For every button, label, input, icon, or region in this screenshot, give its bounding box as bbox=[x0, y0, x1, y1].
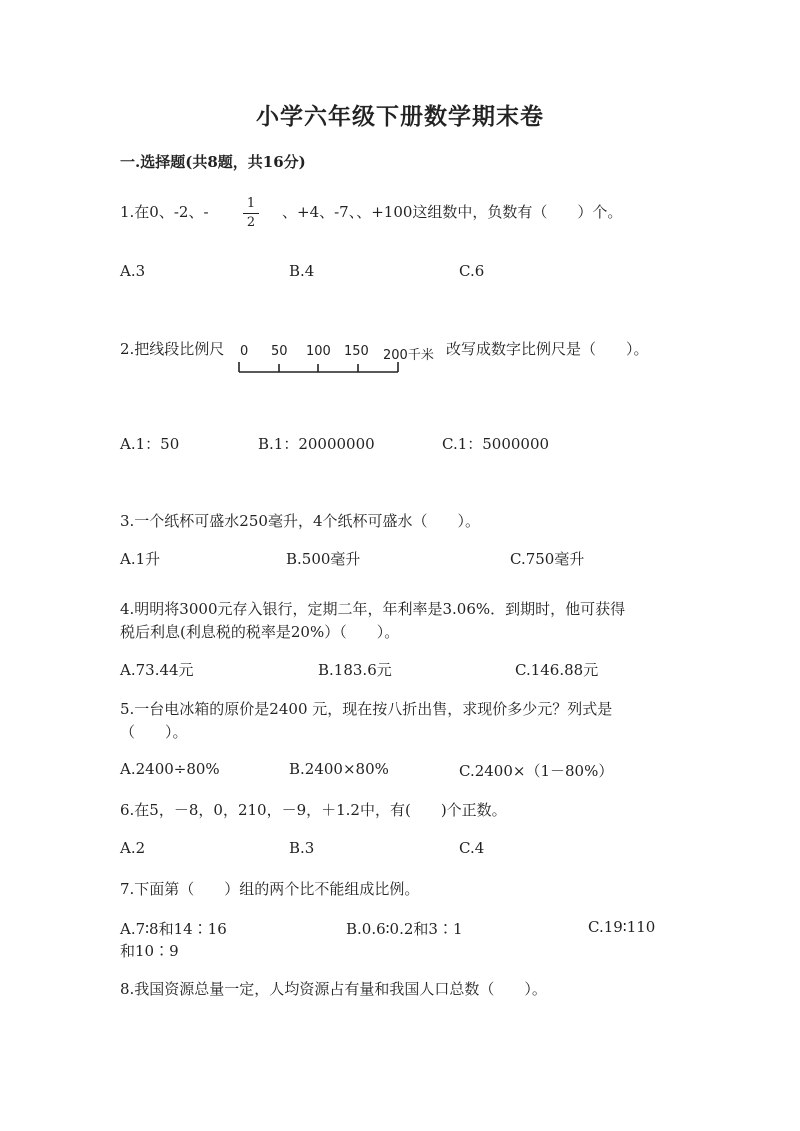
question-5-option-b: B.2400×80% bbox=[289, 760, 389, 778]
question-4-option-c: C.146.88元 bbox=[515, 661, 599, 679]
question-7-text: 7.下面第（ ）组的两个比不能组成比例。 bbox=[120, 880, 420, 898]
question-5-option-a: A.2400÷80% bbox=[120, 760, 220, 778]
question-7-option-b: B.0.6∶0.2和3∶1 bbox=[346, 920, 463, 938]
question-4-text-line2: 税后利息(利息税的税率是20%）（ ）。 bbox=[120, 623, 400, 641]
question-3-option-c: C.750毫升 bbox=[510, 550, 585, 568]
question-6-option-b: B.3 bbox=[289, 839, 315, 857]
question-4-text-line1: 4.明明将3000元存入银行，定期二年，年利率是3.06%．到期时，他可获得 bbox=[120, 600, 626, 618]
question-3-option-a: A.1升 bbox=[120, 550, 161, 568]
page-title: 小学六年级下册数学期末卷 bbox=[256, 103, 544, 130]
question-4-option-b: B.183.6元 bbox=[318, 661, 392, 679]
section-heading: 一.选择题(共8题，共16分) bbox=[120, 153, 306, 171]
question-1-text-after: 、+4、-7、、+100这组数中，负数有（ ）个。 bbox=[282, 203, 623, 221]
question-7-option-c-wrap: 和10∶9 bbox=[120, 942, 179, 960]
question-1-fraction bbox=[243, 196, 259, 231]
scale-bar-line bbox=[236, 360, 406, 376]
question-1-option-c: C.6 bbox=[459, 262, 485, 280]
scale-label: 0 bbox=[240, 344, 249, 359]
question-1-option-a: A.3 bbox=[120, 262, 146, 280]
question-2-option-a: A.1：50 bbox=[120, 435, 180, 453]
question-1-option-b: B.4 bbox=[289, 262, 315, 280]
question-5-text-line1: 5.一台电冰箱的原价是2400 元，现在按八折出售，求现价多少元？列式是 bbox=[120, 700, 613, 718]
question-4-option-a: A.73.44元 bbox=[120, 661, 194, 679]
question-3-text: 3.一个纸杯可盛水250毫升，4个纸杯可盛水（ ）。 bbox=[120, 512, 480, 530]
scale-label: 100 bbox=[306, 344, 331, 359]
question-7-option-c: C.19∶110 bbox=[588, 918, 656, 936]
question-2-text-before: 2.把线段比例尺 bbox=[120, 340, 225, 358]
question-6-option-a: A.2 bbox=[120, 839, 146, 857]
scale-label: 50 bbox=[271, 344, 288, 359]
question-6-option-c: C.4 bbox=[459, 839, 485, 857]
fraction-numerator: 1 bbox=[246, 196, 256, 211]
question-2-option-c: C.1：5000000 bbox=[442, 435, 550, 453]
question-6-text: 6.在5，－8，0，210，－9，＋1.2中，有( )个正数。 bbox=[120, 801, 507, 819]
scale-label: 200千米 bbox=[383, 348, 434, 363]
question-7-option-a: A.7∶8和14∶16 bbox=[120, 920, 227, 938]
fraction-denominator: 2 bbox=[246, 215, 256, 230]
fraction-bar bbox=[243, 213, 259, 214]
question-2-text-after: 改写成数字比例尺是（ ）。 bbox=[446, 340, 649, 358]
scale-label: 150 bbox=[344, 344, 369, 359]
question-8-text: 8.我国资源总量一定，人均资源占有量和我国人口总数（ ）。 bbox=[120, 980, 547, 998]
question-5-text-line2: （ ）。 bbox=[120, 723, 188, 741]
question-3-option-b: B.500毫升 bbox=[286, 550, 361, 568]
question-5-option-c: C.2400×（1－80%） bbox=[459, 762, 614, 780]
question-2-option-b: B.1：20000000 bbox=[258, 435, 375, 453]
question-1-text-before: 1.在0、-2、- bbox=[120, 203, 209, 221]
